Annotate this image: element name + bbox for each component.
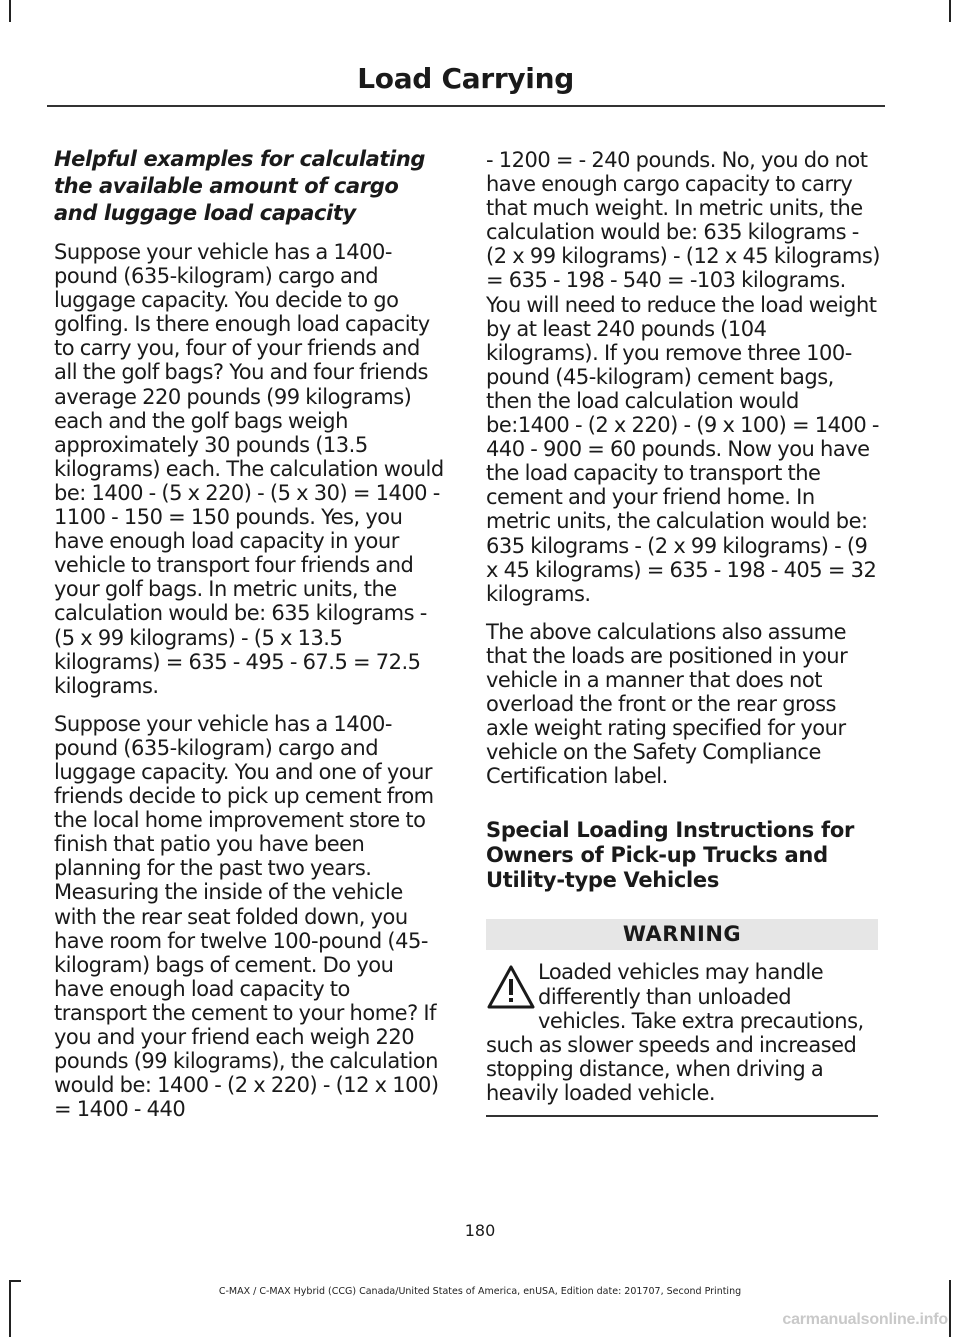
cement-example-continued-paragraph: - 1200 = - 240 pounds. No, you do not have enough cargo capacity to carry that much weight. In metric units, the calculation would be: 635 kilograms - (2 x 99 kilograms) - (12 x 45 kilograms) = 635 - 198 - 540 = -103 kilograms. You will need to reduce the load weight by at least 240 pounds (104 kilograms). If you remove three 100-pound (45-kilogram) cement bags, then the load calculation would be:1400 - (2 x 220) - (9 x 100) = 1400 - 440 - 900 = 60 pounds. Now you have the load capacity to transport the cement and your friend home. In metric units, the calculation would be: 635 kilograms - (2 x 99 kilograms) - (9 x 45 kilograms) = 635 - 198 - 405 = 32 kilograms.: [486, 148, 880, 606]
page-header-title: Load Carrying: [357, 62, 574, 95]
header-divider: [47, 105, 885, 107]
left-column: [54, 146, 448, 1135]
special-loading-heading: Special Loading Instructions for Owners of Pick-up Trucks and Utility-type Vehicles: [486, 818, 855, 893]
warning-bottom-rule: [486, 1115, 878, 1117]
page-number: 180: [464, 1221, 496, 1240]
golf-example-paragraph: Suppose your vehicle has a 1400-pound (635-kilogram) cargo and luggage capacity. You decide to go golfing. Is there enough load capacity to carry you, four of your friends and all the golf bags? You and four friends average 220 pounds (99 kilograms) each and the golf bags weigh approximately 30 pounds (13.5 kilograms) each. The calculation would be: 1400 - (5 x 220) - (5 x 30) = 1400 - 1100 - 150 = 150 pounds. Yes, you have enough load capacity in your vehicle to transport four friends and your golf bags. In metric units, the calculation would be: 635 kilograms - (5 x 99 kilograms) - (5 x 13.5 kilograms) = 635 - 495 - 67.5 = 72.5 kilograms.: [54, 240, 444, 698]
axle-weight-paragraph: The above calculations also assume that the loads are positioned in your vehicle in a manner that does not overload the front or the rear gross axle weight rating specified for your vehicle on the Safety Compliance Certification label.: [486, 619, 848, 789]
examples-heading: Helpful examples for calculating the available amount of cargo and luggage load capacity: [54, 147, 426, 225]
crop-mark-top-right: [949, 0, 951, 22]
right-column: [486, 148, 880, 1117]
warning-title: WARNING: [486, 919, 878, 950]
edition-footer: C-MAX / C-MAX Hybrid (CCG) Canada/United States of America, enUSA, Edition date: 201707, Second Printing: [218, 1286, 742, 1297]
warning-triangle-icon: [486, 964, 536, 1010]
watermark-logo: carmanualsonline.info: [782, 1311, 948, 1328]
crop-mark-bottom-left-h: [9, 1280, 21, 1282]
cement-example-paragraph: Suppose your vehicle has a 1400-pound (635-kilogram) cargo and luggage capacity. You and one of your friends decide to pick up cement from the local home improvement store to finish that patio you have been planning for the past two years. Measuring the inside of the vehicle with the rear seat folded down, you have room for twelve 100-pound (45-kilogram) bags of cement. Do you have enough load capacity to transport the cement to your home? If you and your friend each weigh 220 pounds (99 kilograms), the calculation would be: 1400 - (2 x 220) - (12 x 100) = 1400 - 440: [54, 711, 439, 1122]
warning-text: Loaded vehicles may handle differently than unloaded vehicles. Take extra precautions, such as slower speeds and increased stopping distance, when driving a heavily loaded vehicle.: [486, 960, 864, 1105]
warning-box: [486, 919, 878, 1117]
warning-body: [486, 950, 878, 1105]
crop-mark-top-left: [9, 0, 11, 22]
